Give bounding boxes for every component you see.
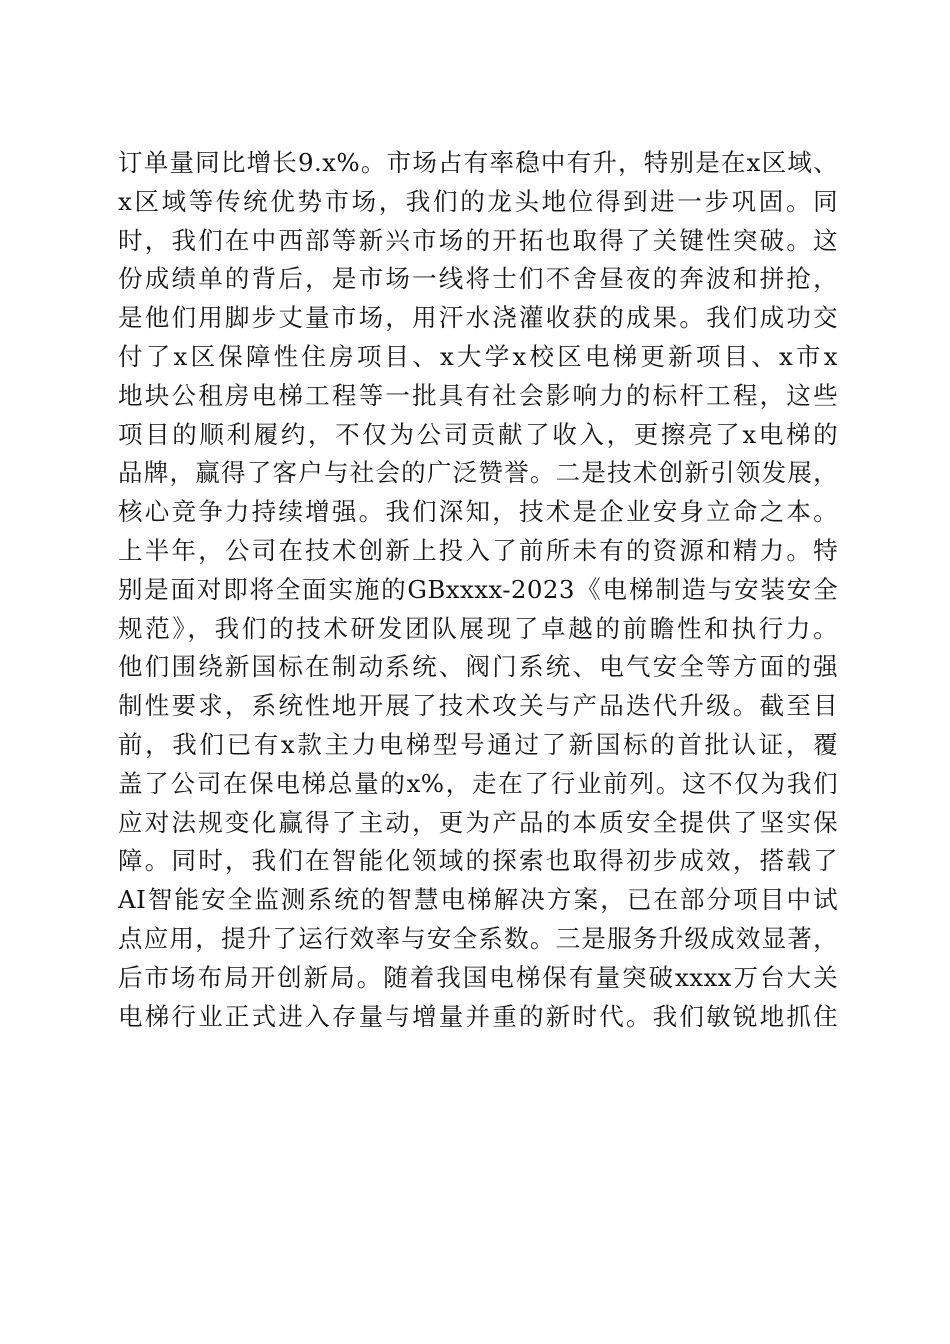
text-line: 制性要求，系统性地开展了技术攻关与产品迭代升级。截至目	[118, 691, 838, 721]
text-line: 订单量同比增长9.x%。市场占有率稳中有升，特别是在x区域、	[118, 148, 838, 177]
text-line: 规范》，我们的技术研发团队展现了卓越的前瞻性和执行力。	[118, 613, 838, 643]
text-line: AI智能安全监测系统的智慧电梯解决方案，已在部分项目中试	[118, 885, 838, 915]
text-line: 付了x区保障性住房项目、x大学x校区电梯更新项目、x市x	[118, 341, 838, 371]
text-line: 核心竞争力持续增强。我们深知，技术是企业安身立命之本。	[118, 497, 838, 527]
text-line: 别是面对即将全面实施的GBxxxx-2023《电梯制造与安装安全	[118, 574, 838, 604]
text-line: 后市场布局开创新局。随着我国电梯保有量突破xxxx万台大关	[118, 962, 838, 992]
text-line: 品牌，赢得了客户与社会的广泛赞誉。二是技术创新引领发展，	[118, 458, 838, 488]
text-line: 他们围绕新国标在制动系统、阀门系统、电气安全等方面的强	[118, 652, 838, 682]
text-line: 前，我们已有x款主力电梯型号通过了新国标的首批认证，覆	[118, 729, 838, 759]
text-line: 电梯行业正式进入存量与增量并重的新时代。我们敏锐地抓住	[118, 1001, 838, 1031]
text-line: 障。同时，我们在智能化领域的探索也取得初步成效，搭载了	[118, 846, 838, 876]
text-line: 上半年，公司在技术创新上投入了前所未有的资源和精力。特	[118, 535, 838, 565]
text-line: 盖了公司在保电梯总量的x%，走在了行业前列。这不仅为我们	[118, 768, 838, 798]
body-paragraph	[118, 144, 838, 1036]
text-line: x区域等传统优势市场，我们的龙头地位得到进一步巩固。同	[118, 186, 838, 216]
text-line: 份成绩单的背后，是市场一线将士们不舍昼夜的奔波和拼抢，	[118, 264, 838, 294]
text-line: 是他们用脚步丈量市场，用汗水浇灌收获的成果。我们成功交	[118, 303, 838, 333]
text-line: 点应用，提升了运行效率与安全系数。三是服务升级成效显著，	[118, 923, 838, 953]
text-line: 时，我们在中西部等新兴市场的开拓也取得了关键性突破。这	[118, 225, 838, 255]
text-line: 项目的顺利履约，不仅为公司贡献了收入，更擦亮了x电梯的	[118, 419, 838, 449]
text-line: 地块公租房电梯工程等一批具有社会影响力的标杆工程，这些	[118, 380, 838, 410]
text-line: 应对法规变化赢得了主动，更为产品的本质安全提供了坚实保	[118, 807, 838, 837]
